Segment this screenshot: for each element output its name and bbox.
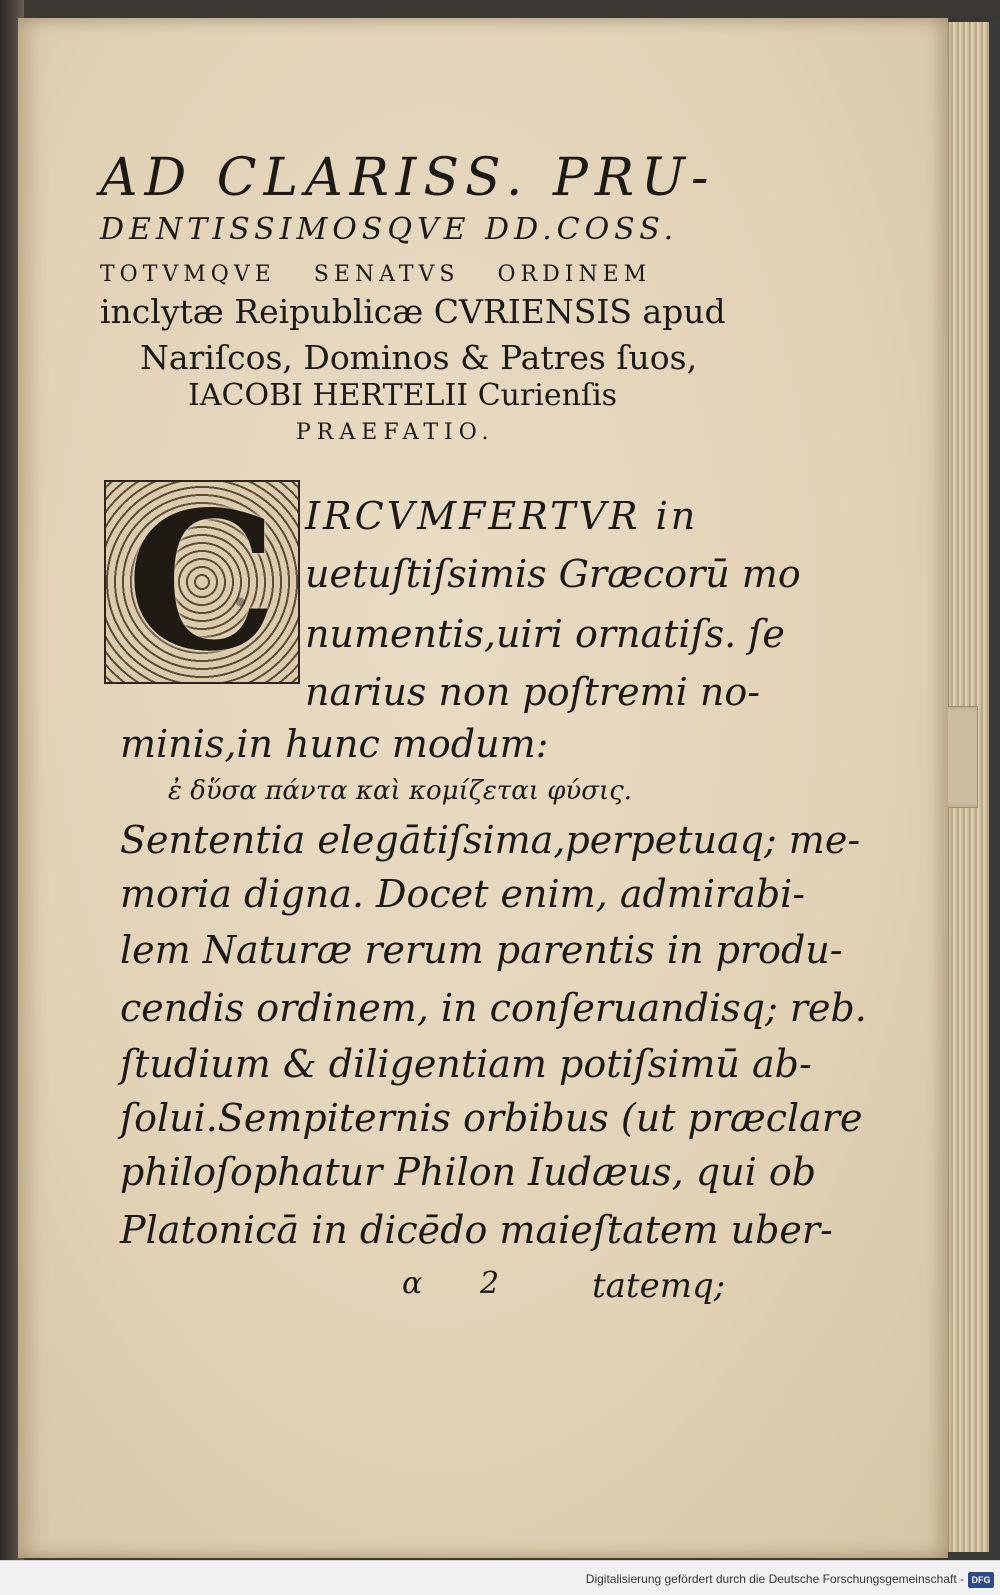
body-line-9: cendis ordinem, in conſeruandisq; reb. (120, 986, 867, 1030)
decorated-initial-icon (104, 470, 300, 693)
catchword: tatemq; (592, 1266, 726, 1306)
heading-line-7: PRAEFATIO. (296, 420, 495, 445)
heading-line-2: DENTISSIMOSQVE DD.COSS. (100, 212, 679, 247)
signature-number: 2 (480, 1266, 500, 1301)
body-line-6: Sententia elegātiſsima,perpetuaq; me- (120, 818, 861, 862)
heading-line-5: Nariſcos, Dominos & Patres ſuos, (140, 338, 698, 377)
body-line-12: philoſophatur Philon Iudæus, qui ob (120, 1150, 817, 1194)
credit-text: Digitalisierung gefördert durch die Deutsche Forschungsgemeinschaft - (585, 1572, 964, 1586)
credit-bar (0, 1560, 1000, 1595)
body-line-3: numentis,uiri ornatiſs. ſe (305, 612, 785, 656)
body-line-5: minis,in hunc modum: (120, 722, 549, 766)
body-line-4: narius non poſtremi no- (305, 670, 761, 714)
body-line-2: uetuſtiſsimis Græcorū mo (305, 552, 801, 596)
body-line-8: lem Naturæ rerum parentis in produ- (120, 928, 843, 972)
body-line-10: ſtudium & diligentiam potiſsimū ab- (120, 1042, 812, 1086)
body-line-13: Platonicā in dicēdo maieſtatem uber- (120, 1208, 833, 1252)
heading-line-1: AD CLARISS. PRU- (100, 148, 716, 208)
dfg-logo-icon: DFG (968, 1572, 994, 1588)
body-line-1: IRCVMFERTVR in (305, 494, 699, 538)
signature-mark: α (402, 1266, 423, 1301)
heading-line-4: inclytæ Reipublicæ CVRIENSIS apud (100, 292, 726, 331)
body-line-7: moria digna. Docet enim, admirabi- (120, 872, 806, 916)
heading-line-6: IACOBI HERTELII Curienſis (188, 378, 618, 413)
heading-line-3: TOTVMQVE SENATVS ORDINEM (100, 262, 652, 287)
body-line-11: ſolui.Sempiternis orbibus (ut præclare (120, 1096, 863, 1140)
greek-quotation: ἐ δὕσα πάντα καὶ κομίζεται φύσις. (168, 776, 632, 806)
initial-letter: C (126, 470, 278, 693)
